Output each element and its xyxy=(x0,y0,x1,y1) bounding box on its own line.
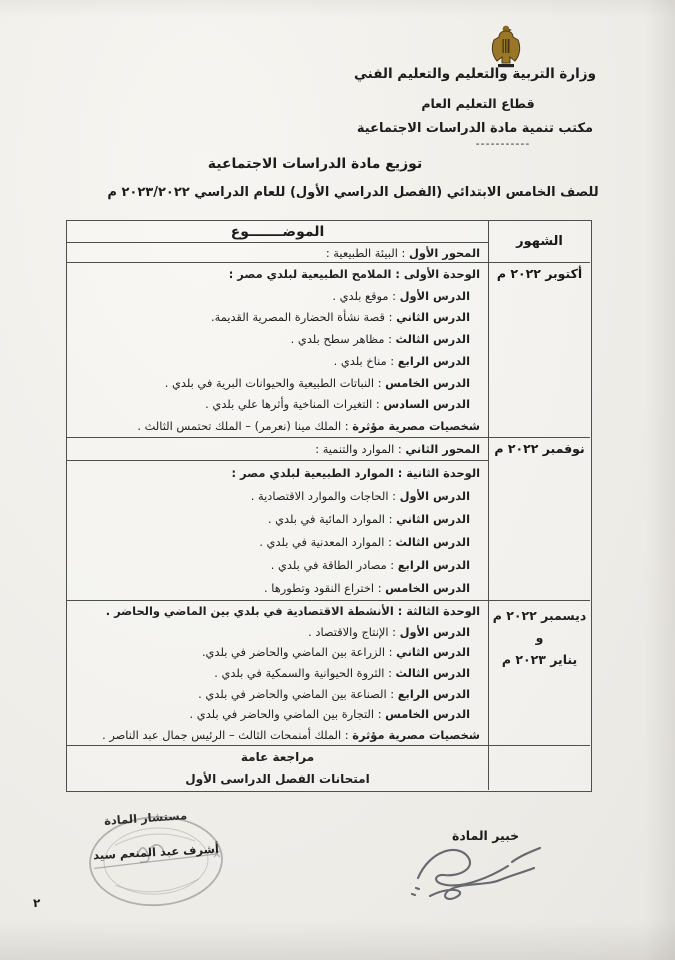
month-line: يناير ٢٠٢٣ م xyxy=(501,651,578,667)
row-text: الملك أمنمحات الثالث – الرئيس جمال عبد الناصر . xyxy=(102,727,342,742)
advisor-name: أشرف عبد المنعم سيد xyxy=(92,841,220,863)
sector-name: قطاع التعليم العام xyxy=(421,96,535,111)
egypt-eagle-emblem-icon xyxy=(489,22,523,68)
lesson-row xyxy=(67,350,488,372)
lesson-row xyxy=(67,484,488,507)
november-topics-cell xyxy=(67,461,488,601)
row-text: : xyxy=(388,288,400,303)
row-text: : xyxy=(393,465,407,480)
row-text: الموارد والتنمية : xyxy=(315,442,395,456)
lesson-row xyxy=(67,554,488,577)
lesson-row xyxy=(67,642,488,663)
axis-title-row xyxy=(67,243,488,262)
row-text: المحور الأول xyxy=(408,245,480,260)
row-text: اختراع النقود وتطورها . xyxy=(264,581,375,596)
document-subtitle: للصف الخامس الابتدائي (الفصل الدراسي الأول) للعام الدراسي ٢٠٢٣/٢٠٢٢ م xyxy=(107,185,599,200)
row-text: الدرس الأول xyxy=(399,488,470,503)
row-text: : xyxy=(372,397,384,412)
month-cell-december-january xyxy=(488,601,590,746)
row-text: : xyxy=(384,535,396,550)
lesson-row xyxy=(67,307,488,329)
row-text: مصادر الطاقة في بلدي . xyxy=(270,558,387,573)
row-text: : xyxy=(394,442,406,456)
row-text: الدرس السادس xyxy=(383,397,470,412)
row-text: : xyxy=(341,727,353,742)
row-text: : xyxy=(386,353,398,368)
row-text: الدرس الثاني xyxy=(396,645,470,660)
review-row: مراجعة عامة xyxy=(240,750,315,764)
december-topics-cell xyxy=(67,601,488,746)
row-text: المحور الثاني xyxy=(405,442,480,456)
row-text: الوحدة الثالثة xyxy=(406,604,480,619)
row-text: الزراعة بين الماضي والحاضر في بلدي. xyxy=(201,645,385,660)
october-topics-cell xyxy=(67,263,488,438)
personalities-row xyxy=(67,724,488,745)
row-text: مظاهر سطح بلدي . xyxy=(290,332,385,347)
row-text: : xyxy=(393,604,407,619)
month-line: و xyxy=(535,629,544,645)
row-text: : xyxy=(397,245,409,260)
row-text: : xyxy=(384,645,397,660)
row-text: الدرس الأول xyxy=(399,624,470,639)
row-text: : xyxy=(341,419,353,434)
row-text: الدرس الخامس xyxy=(385,375,470,390)
row-text: الوحدة الثانية xyxy=(406,465,480,480)
lesson-row xyxy=(67,372,488,394)
row-text: الحاجات والموارد الاقتصادية . xyxy=(250,488,389,503)
lesson-row xyxy=(67,704,488,725)
advisor-stamp-icon xyxy=(86,813,231,913)
month-cell-empty xyxy=(488,746,590,790)
row-text: النباتات الطبيعية والحيوانات البرية في بلدي . xyxy=(164,375,375,390)
row-text: الدرس الرابع xyxy=(397,353,470,368)
row-text: شخصيات مصرية مؤثرة xyxy=(352,419,480,434)
axis-1-row xyxy=(67,243,488,263)
lesson-row xyxy=(67,507,488,530)
row-text: الدرس الخامس xyxy=(385,581,470,596)
row-text: : xyxy=(384,666,396,681)
row-text: الموارد المعدنية في بلدي . xyxy=(259,535,385,550)
row-text: : xyxy=(384,511,397,526)
row-text: الصناعة بين الماضي والحاضر في بلدي . xyxy=(198,686,387,701)
lesson-row xyxy=(67,663,488,684)
row-text: : xyxy=(388,624,400,639)
month-cell-october: أكتوبر ٢٠٢٢ م xyxy=(488,263,590,438)
row-text: مناخ بلدي . xyxy=(333,353,387,368)
row-text: الدرس الخامس xyxy=(385,707,470,722)
curriculum-table xyxy=(66,220,592,792)
lesson-row xyxy=(67,394,488,416)
document-title: توزيع مادة الدراسات الاجتماعية xyxy=(207,156,423,172)
row-text: شخصيات مصرية مؤثرة xyxy=(352,727,480,742)
unit-title-row xyxy=(67,461,488,484)
row-text: : xyxy=(388,488,400,503)
lesson-row xyxy=(67,577,488,600)
row-text: الوحدة الأولى xyxy=(403,266,480,281)
row-text: التجارة بين الماضي والحاضر في بلدي . xyxy=(189,707,375,722)
row-text: : xyxy=(386,558,398,573)
row-text: الدرس الثاني xyxy=(396,310,470,325)
row-text: الأنشطة الاقتصادية في بلدي بين الماضي والحاضر . xyxy=(105,604,394,619)
separator-dashes: ----------- xyxy=(475,137,531,150)
row-text: : xyxy=(391,266,404,281)
row-text: الدرس الثالث xyxy=(395,332,470,347)
unit-title-row xyxy=(67,601,488,622)
unit-title-row xyxy=(67,263,488,285)
row-text: الموارد المائية في بلدي . xyxy=(267,511,385,526)
lesson-row xyxy=(67,622,488,643)
month-line: ديسمبر ٢٠٢٢ م xyxy=(492,607,587,623)
topic-column-header: الموضـــــــوع xyxy=(67,221,488,243)
row-text: الدرس الثاني xyxy=(396,511,470,526)
row-text: الدرس الثالث xyxy=(395,666,470,681)
page-number: ٢ xyxy=(33,896,41,910)
row-text: : xyxy=(386,686,398,701)
month-cell-november: نوفمبر ٢٠٢٢ م xyxy=(488,438,590,601)
row-text: الثروة الحيوانية والسمكية في بلدي . xyxy=(214,666,385,681)
lesson-row xyxy=(67,328,488,350)
row-text: الدرس الثالث xyxy=(395,535,470,550)
months-column-header: الشهور xyxy=(488,221,590,263)
closing-rows-cell xyxy=(67,746,488,790)
expert-label: خبير المادة xyxy=(452,828,520,843)
expert-signature-icon xyxy=(400,838,550,910)
row-text: : xyxy=(384,310,397,325)
lesson-row xyxy=(67,683,488,704)
row-text: قصة نشأة الحضارة المصرية القديمة. xyxy=(210,310,385,325)
row-text: الموارد الطبيعية لبلدي مصر : xyxy=(231,465,394,480)
office-name: مكتب تنمية مادة الدراسات الاجتماعية xyxy=(356,121,594,136)
row-text: : xyxy=(374,581,386,596)
row-text: البيئة الطبيعية : xyxy=(325,245,398,260)
row-text: : xyxy=(374,375,386,390)
axis-title-row xyxy=(67,438,488,460)
row-text: الدرس الرابع xyxy=(397,686,470,701)
row-text: : xyxy=(384,332,396,347)
row-text: التغيرات المناخية وأثرها علي بلدي . xyxy=(205,397,373,412)
lesson-row xyxy=(67,285,488,307)
ministry-name: وزارة التربية والتعليم والتعليم الفني xyxy=(354,66,596,82)
row-text: الملامح الطبيعية لبلدي مصر : xyxy=(228,266,392,281)
row-text: : xyxy=(374,707,386,722)
personalities-row xyxy=(67,415,488,437)
row-text: موقع بلدي . xyxy=(332,288,389,303)
review-row: امتحانات الفصل الدراسى الأول xyxy=(185,772,370,786)
advisor-label: مستشار المادة xyxy=(103,808,188,828)
row-text: الدرس الأول xyxy=(399,288,470,303)
lesson-row xyxy=(67,531,488,554)
row-text: الإنتاج والاقتصاد . xyxy=(308,624,389,639)
row-text: الدرس الرابع xyxy=(397,558,470,573)
row-text: الملك مينا (نعرمر) – الملك تحتمس الثالث . xyxy=(137,419,342,434)
axis-2-row xyxy=(67,438,488,461)
